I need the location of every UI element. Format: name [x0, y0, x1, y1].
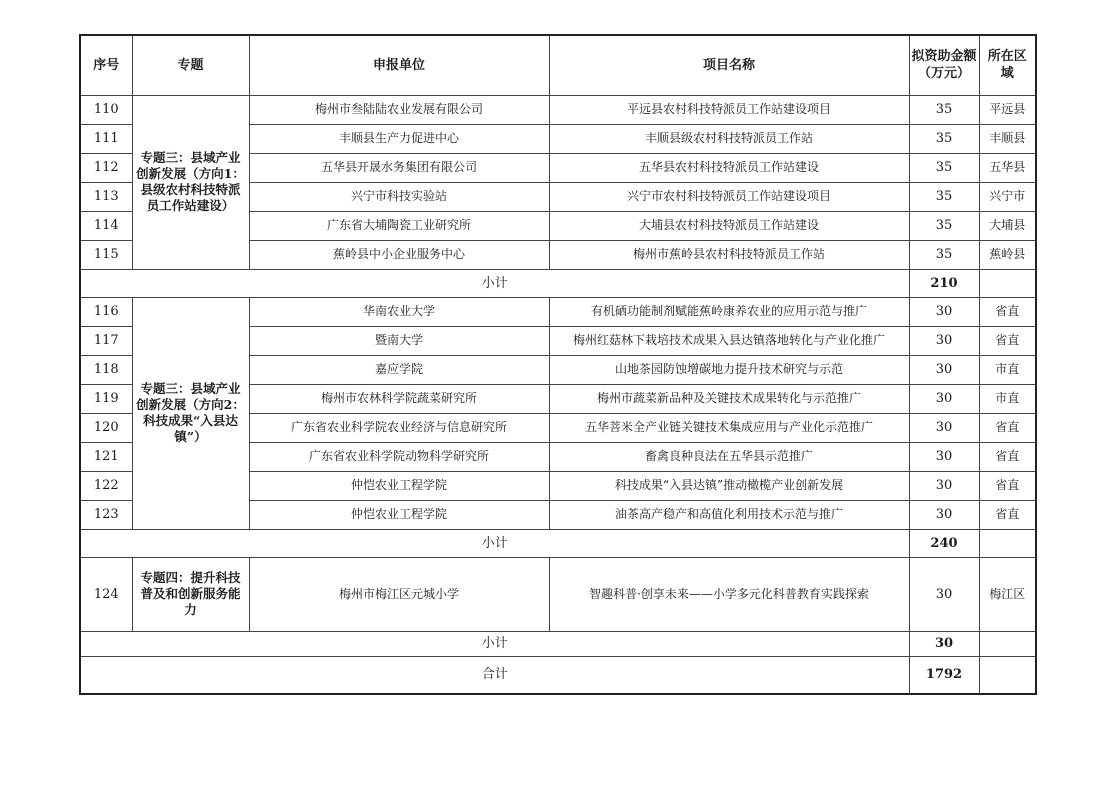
row-seq: 117 [80, 326, 132, 355]
header-topic: 专题 [132, 35, 249, 95]
row-amount: 30 [909, 442, 979, 471]
header-seq: 序号 [80, 35, 132, 95]
topic-cell: 专题四：提升科技普及和创新服务能力 [132, 557, 249, 631]
subtotal-label: 小计 [80, 529, 909, 557]
row-amount: 35 [909, 240, 979, 269]
row-seq: 110 [80, 95, 132, 124]
row-region: 省直 [979, 471, 1036, 500]
subtotal-label: 小计 [80, 269, 909, 297]
row-project: 油茶高产稳产和高值化利用技术示范与推广 [549, 500, 909, 529]
total-row [80, 656, 1036, 694]
funding-table [79, 34, 1037, 695]
total-value: 1792 [909, 656, 979, 694]
row-unit: 兴宁市科技实验站 [249, 182, 549, 211]
row-project: 平远县农村科技特派员工作站建设项目 [549, 95, 909, 124]
subtotal-label: 小计 [80, 631, 909, 656]
row-amount: 35 [909, 211, 979, 240]
row-project: 丰顺县级农村科技特派员工作站 [549, 124, 909, 153]
row-project: 梅州红菇林下栽培技术成果入县达镇落地转化与产业化推广 [549, 326, 909, 355]
row-seq: 116 [80, 297, 132, 326]
table-row [80, 557, 1036, 631]
row-project: 有机硒功能制剂赋能蕉岭康养农业的应用示范与推广 [549, 297, 909, 326]
row-unit: 广东省大埔陶瓷工业研究所 [249, 211, 549, 240]
empty-cell [979, 631, 1036, 656]
row-region: 省直 [979, 500, 1036, 529]
empty-cell [979, 529, 1036, 557]
row-region: 蕉岭县 [979, 240, 1036, 269]
row-region: 省直 [979, 326, 1036, 355]
row-unit: 暨南大学 [249, 326, 549, 355]
row-project: 山地茶园防蚀增碳地力提升技术研究与示范 [549, 355, 909, 384]
row-project: 梅州市蕉岭县农村科技特派员工作站 [549, 240, 909, 269]
topic-cell: 专题三：县域产业创新发展（方向1：县级农村科技特派员工作站建设） [132, 95, 249, 269]
row-amount: 30 [909, 413, 979, 442]
header-unit: 申报单位 [249, 35, 549, 95]
row-seq: 111 [80, 124, 132, 153]
row-project: 科技成果“入县达镇”推动橄榄产业创新发展 [549, 471, 909, 500]
row-project: 智趣科普·创享未来——小学多元化科普教育实践探索 [549, 557, 909, 631]
row-region: 省直 [979, 297, 1036, 326]
row-seq: 121 [80, 442, 132, 471]
row-region: 省直 [979, 413, 1036, 442]
row-seq: 122 [80, 471, 132, 500]
row-seq: 112 [80, 153, 132, 182]
row-project: 梅州市蔬菜新品种及关键技术成果转化与示范推广 [549, 384, 909, 413]
row-amount: 30 [909, 297, 979, 326]
row-region: 市直 [979, 384, 1036, 413]
row-amount: 30 [909, 557, 979, 631]
row-region: 市直 [979, 355, 1036, 384]
row-unit: 广东省农业科学院农业经济与信息研究所 [249, 413, 549, 442]
row-region: 丰顺县 [979, 124, 1036, 153]
empty-cell [979, 269, 1036, 297]
row-unit: 华南农业大学 [249, 297, 549, 326]
row-amount: 35 [909, 153, 979, 182]
header-project: 项目名称 [549, 35, 909, 95]
row-region: 平远县 [979, 95, 1036, 124]
row-seq: 124 [80, 557, 132, 631]
row-region: 大埔县 [979, 211, 1036, 240]
header-amount: 拟资助金额（万元） [909, 35, 979, 95]
row-amount: 35 [909, 95, 979, 124]
subtotal-row [80, 269, 1036, 297]
header-region: 所在区域 [979, 35, 1036, 95]
row-amount: 30 [909, 500, 979, 529]
table-row [80, 95, 1036, 124]
row-amount: 30 [909, 384, 979, 413]
row-seq: 115 [80, 240, 132, 269]
row-unit: 梅州市梅江区元城小学 [249, 557, 549, 631]
row-region: 兴宁市 [979, 182, 1036, 211]
row-amount: 30 [909, 471, 979, 500]
row-seq: 114 [80, 211, 132, 240]
row-unit: 蕉岭县中小企业服务中心 [249, 240, 549, 269]
table-row [80, 297, 1036, 326]
row-unit: 广东省农业科学院动物科学研究所 [249, 442, 549, 471]
row-amount: 35 [909, 124, 979, 153]
row-seq: 123 [80, 500, 132, 529]
row-unit: 丰顺县生产力促进中心 [249, 124, 549, 153]
subtotal-value: 240 [909, 529, 979, 557]
row-seq: 119 [80, 384, 132, 413]
row-amount: 35 [909, 182, 979, 211]
row-unit: 仲恺农业工程学院 [249, 500, 549, 529]
row-project: 畜禽良种良法在五华县示范推广 [549, 442, 909, 471]
row-amount: 30 [909, 355, 979, 384]
row-project: 兴宁市农村科技特派员工作站建设项目 [549, 182, 909, 211]
row-unit: 仲恺农业工程学院 [249, 471, 549, 500]
topic-cell: 专题三：县域产业创新发展（方向2：科技成果“入县达镇”） [132, 297, 249, 529]
subtotal-row [80, 529, 1036, 557]
subtotal-value: 210 [909, 269, 979, 297]
subtotal-value: 30 [909, 631, 979, 656]
row-unit: 梅州市农林科学院蔬菜研究所 [249, 384, 549, 413]
row-amount: 30 [909, 326, 979, 355]
subtotal-row [80, 631, 1036, 656]
row-project: 五华菩米全产业链关键技术集成应用与产业化示范推广 [549, 413, 909, 442]
row-seq: 113 [80, 182, 132, 211]
row-region: 梅江区 [979, 557, 1036, 631]
empty-cell [979, 656, 1036, 694]
row-project: 大埔县农村科技特派员工作站建设 [549, 211, 909, 240]
row-unit: 嘉应学院 [249, 355, 549, 384]
row-unit: 五华县开晟水务集团有限公司 [249, 153, 549, 182]
row-unit: 梅州市叁陆陆农业发展有限公司 [249, 95, 549, 124]
header-row [80, 35, 1036, 95]
row-seq: 120 [80, 413, 132, 442]
row-seq: 118 [80, 355, 132, 384]
row-region: 五华县 [979, 153, 1036, 182]
total-label: 合计 [80, 656, 909, 694]
row-region: 省直 [979, 442, 1036, 471]
row-project: 五华县农村科技特派员工作站建设 [549, 153, 909, 182]
